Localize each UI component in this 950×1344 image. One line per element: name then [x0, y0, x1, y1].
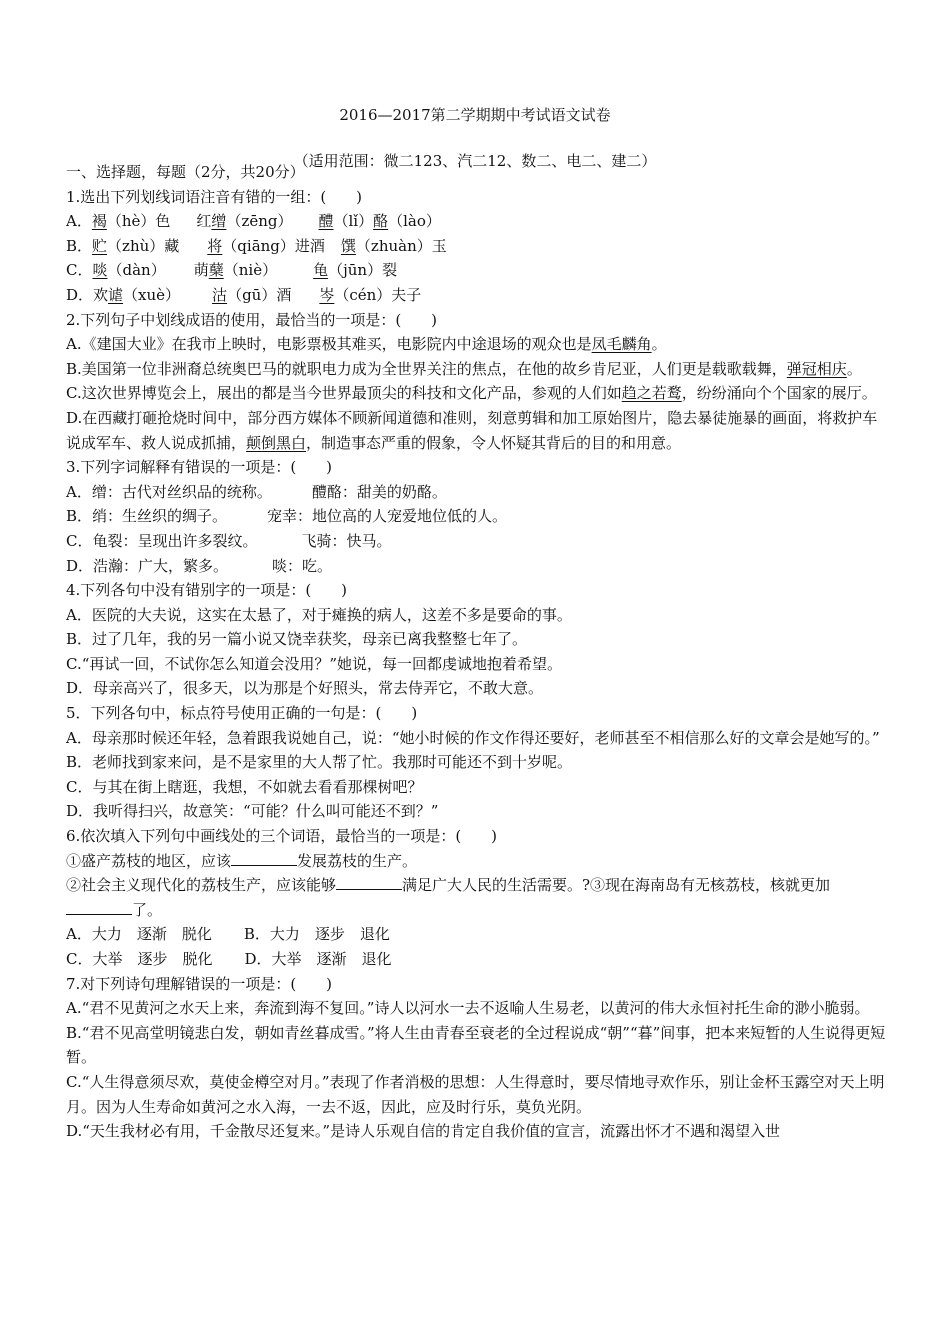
- q3-option-c: C．龟裂：呈现出许多裂纹。 飞骑：快马。: [66, 531, 392, 550]
- q5-option-c: C．与其在街上瞎逛，我想，不如就去看看那棵树吧？: [66, 777, 423, 796]
- q7-option-d: D.“天生我材必有用，千金散尽还复来。”是诗人乐观自信的肯定自我价值的宣言，流露出怀才不遇和渴望入世: [66, 1122, 781, 1141]
- question-4-stem: 4.下列各句中没有错别字的一项是：( ): [66, 581, 348, 600]
- q5-option-d: D．我听得扫兴，故意笑：“可能？什么叫可能还不到？”: [66, 802, 439, 821]
- question-6-stem: 6.依次填入下列句中画线处的三个词语，最恰当的一项是：( ): [66, 827, 498, 846]
- q6-options-cd: C．大举 逐步 脱化 D．大举 逐渐 退化: [66, 950, 392, 968]
- exam-title: 2016—2017第二学期期中考试语文试卷: [339, 106, 611, 124]
- q1-option-d: D．欢谑（xuè） 沽（gū）酒 岑（cén）夫子: [66, 285, 422, 304]
- q1-option-a: A．褐（hè）色 红缯（zēng） 醴（lǐ）酪（lào）: [66, 212, 441, 231]
- section-heading: 一、选择题，每题（2分，共20分）: [66, 163, 305, 181]
- q4-option-a: A．医院的大夫说，这实在太悬了，对于瘫换的病人，这差不多是要命的事。: [66, 605, 572, 624]
- exam-body: [66, 160, 886, 1144]
- q6-sentence-2: ②社会主义现代化的荔枝生产，应该能够 满足广大人民的生活需要。?③现在海南岛有无核荔枝，核就更加了。: [66, 876, 831, 919]
- question-2-stem: 2.下列句子中划线成语的使用，最恰当的一项是：( ): [66, 310, 438, 329]
- q5-option-a: A．母亲那时候还年轻，急着跟我说她自己，说：“她小时候的作文作得还要好，老师甚至不相信那么好的文章会是她写的。”: [66, 728, 880, 747]
- q4-option-c: C.“再试一回，不试你怎么知道会没用？”她说，每一回都虔诚地抱着希望。: [66, 654, 563, 673]
- q1-option-b: B．贮（zhù）藏 将（qiāng）进酒 馔（zhuàn）玉: [66, 236, 447, 255]
- q7-option-a: A.“君不见黄河之水天上来，奔流到海不复回。”诗人以河水一去不返喻人生易老，以黄河的伟大永恒衬托生命的渺小脆弱。: [66, 999, 870, 1018]
- fill-blank: [231, 851, 297, 866]
- q3-option-d: D．浩瀚：广大，繁多。 啖：吃。: [66, 556, 333, 575]
- q3-option-a: A．缯：古代对丝织品的统称。 醴酪：甜美的奶酪。: [66, 482, 447, 501]
- q7-option-c: C.“人生得意须尽欢，莫使金樽空对月。”表现了作者消极的思想：人生得意时，要尽情地寻欢作乐，别让金杯玉露空对天上明月。因为人生寿命如黄河之水入海，一去不返，因此，应及时行乐，莫负光阴。: [66, 1072, 885, 1116]
- q2-option-b: B.美国第一位非洲裔总统奥巴马的就职电力成为全世界关注的焦点，在他的故乡肯尼亚，人们更是载歌载舞，弹冠相庆。: [66, 359, 862, 378]
- q6-options-ab: A．大力 逐渐 脱化 B．大力 逐步 退化: [66, 925, 390, 944]
- q4-option-b: B．过了几年，我的另一篇小说又饶幸获奖，母亲已离我整整七年了。: [66, 630, 528, 649]
- fill-blank: [66, 900, 132, 915]
- question-5-stem: 5．下列各句中，标点符号使用正确的一句是：( ): [66, 704, 418, 723]
- q2-option-c: C.这次世界博览会上，展出的都是当今世界最顶尖的科技和文化产品，参观的人们如趋之若鹜，纷纷涌向个个国家的展厅。: [66, 384, 877, 403]
- q1-option-c: C．啖（dàn） 萌蘖（niè） 龟（jūn）裂: [66, 261, 398, 280]
- q3-option-b: B．绡：生丝织的绸子。 宠幸：地位高的人宠爱地位低的人。: [66, 507, 508, 526]
- exam-subtitle: （适用范围：微二123、汽二12、数二、电二、建二）: [293, 152, 657, 170]
- q4-option-d: D．母亲高兴了，很多天，以为那是个好照头，常去侍弄它，不敢大意。: [66, 679, 544, 698]
- question-7-stem: 7.对下列诗句理解错误的一项是：( ): [66, 974, 333, 993]
- q5-option-b: B．老师找到家来问，是不是家里的大人帮了忙。我那时可能还不到十岁呢。: [66, 753, 573, 772]
- q2-option-d: D.在西藏打砸抢烧时间中，部分西方媒体不顾新闻道德和准则，刻意剪辑和加工原始图片，隐去暴徒施暴的画面，将救护车说成军车、救人说成抓捕，颠倒黑白，制造事态严重的假象，令人怀疑其背后的目的和用意。: [66, 408, 878, 452]
- question-1-stem: 1.选出下列划线词语注音有错的一组：( ): [66, 187, 363, 206]
- fill-blank: [336, 875, 402, 890]
- question-3-stem: 3.下列字词解释有错误的一项是：( ): [66, 458, 333, 477]
- q7-option-b: B.“君不见高堂明镜悲白发，朝如青丝暮成雪。”将人生由青春至衰老的全过程说成“朝”“暮”间事，把本来短暂的人生说得更短暂。: [66, 1023, 886, 1067]
- q6-sentence-1: ①盛产荔枝的地区，应该 发展荔枝的生产。: [66, 851, 418, 870]
- q2-option-a: A.《建国大业》在我市上映时，电影票极其难买，电影院内中途退场的观众也是凤毛麟角。: [66, 335, 667, 354]
